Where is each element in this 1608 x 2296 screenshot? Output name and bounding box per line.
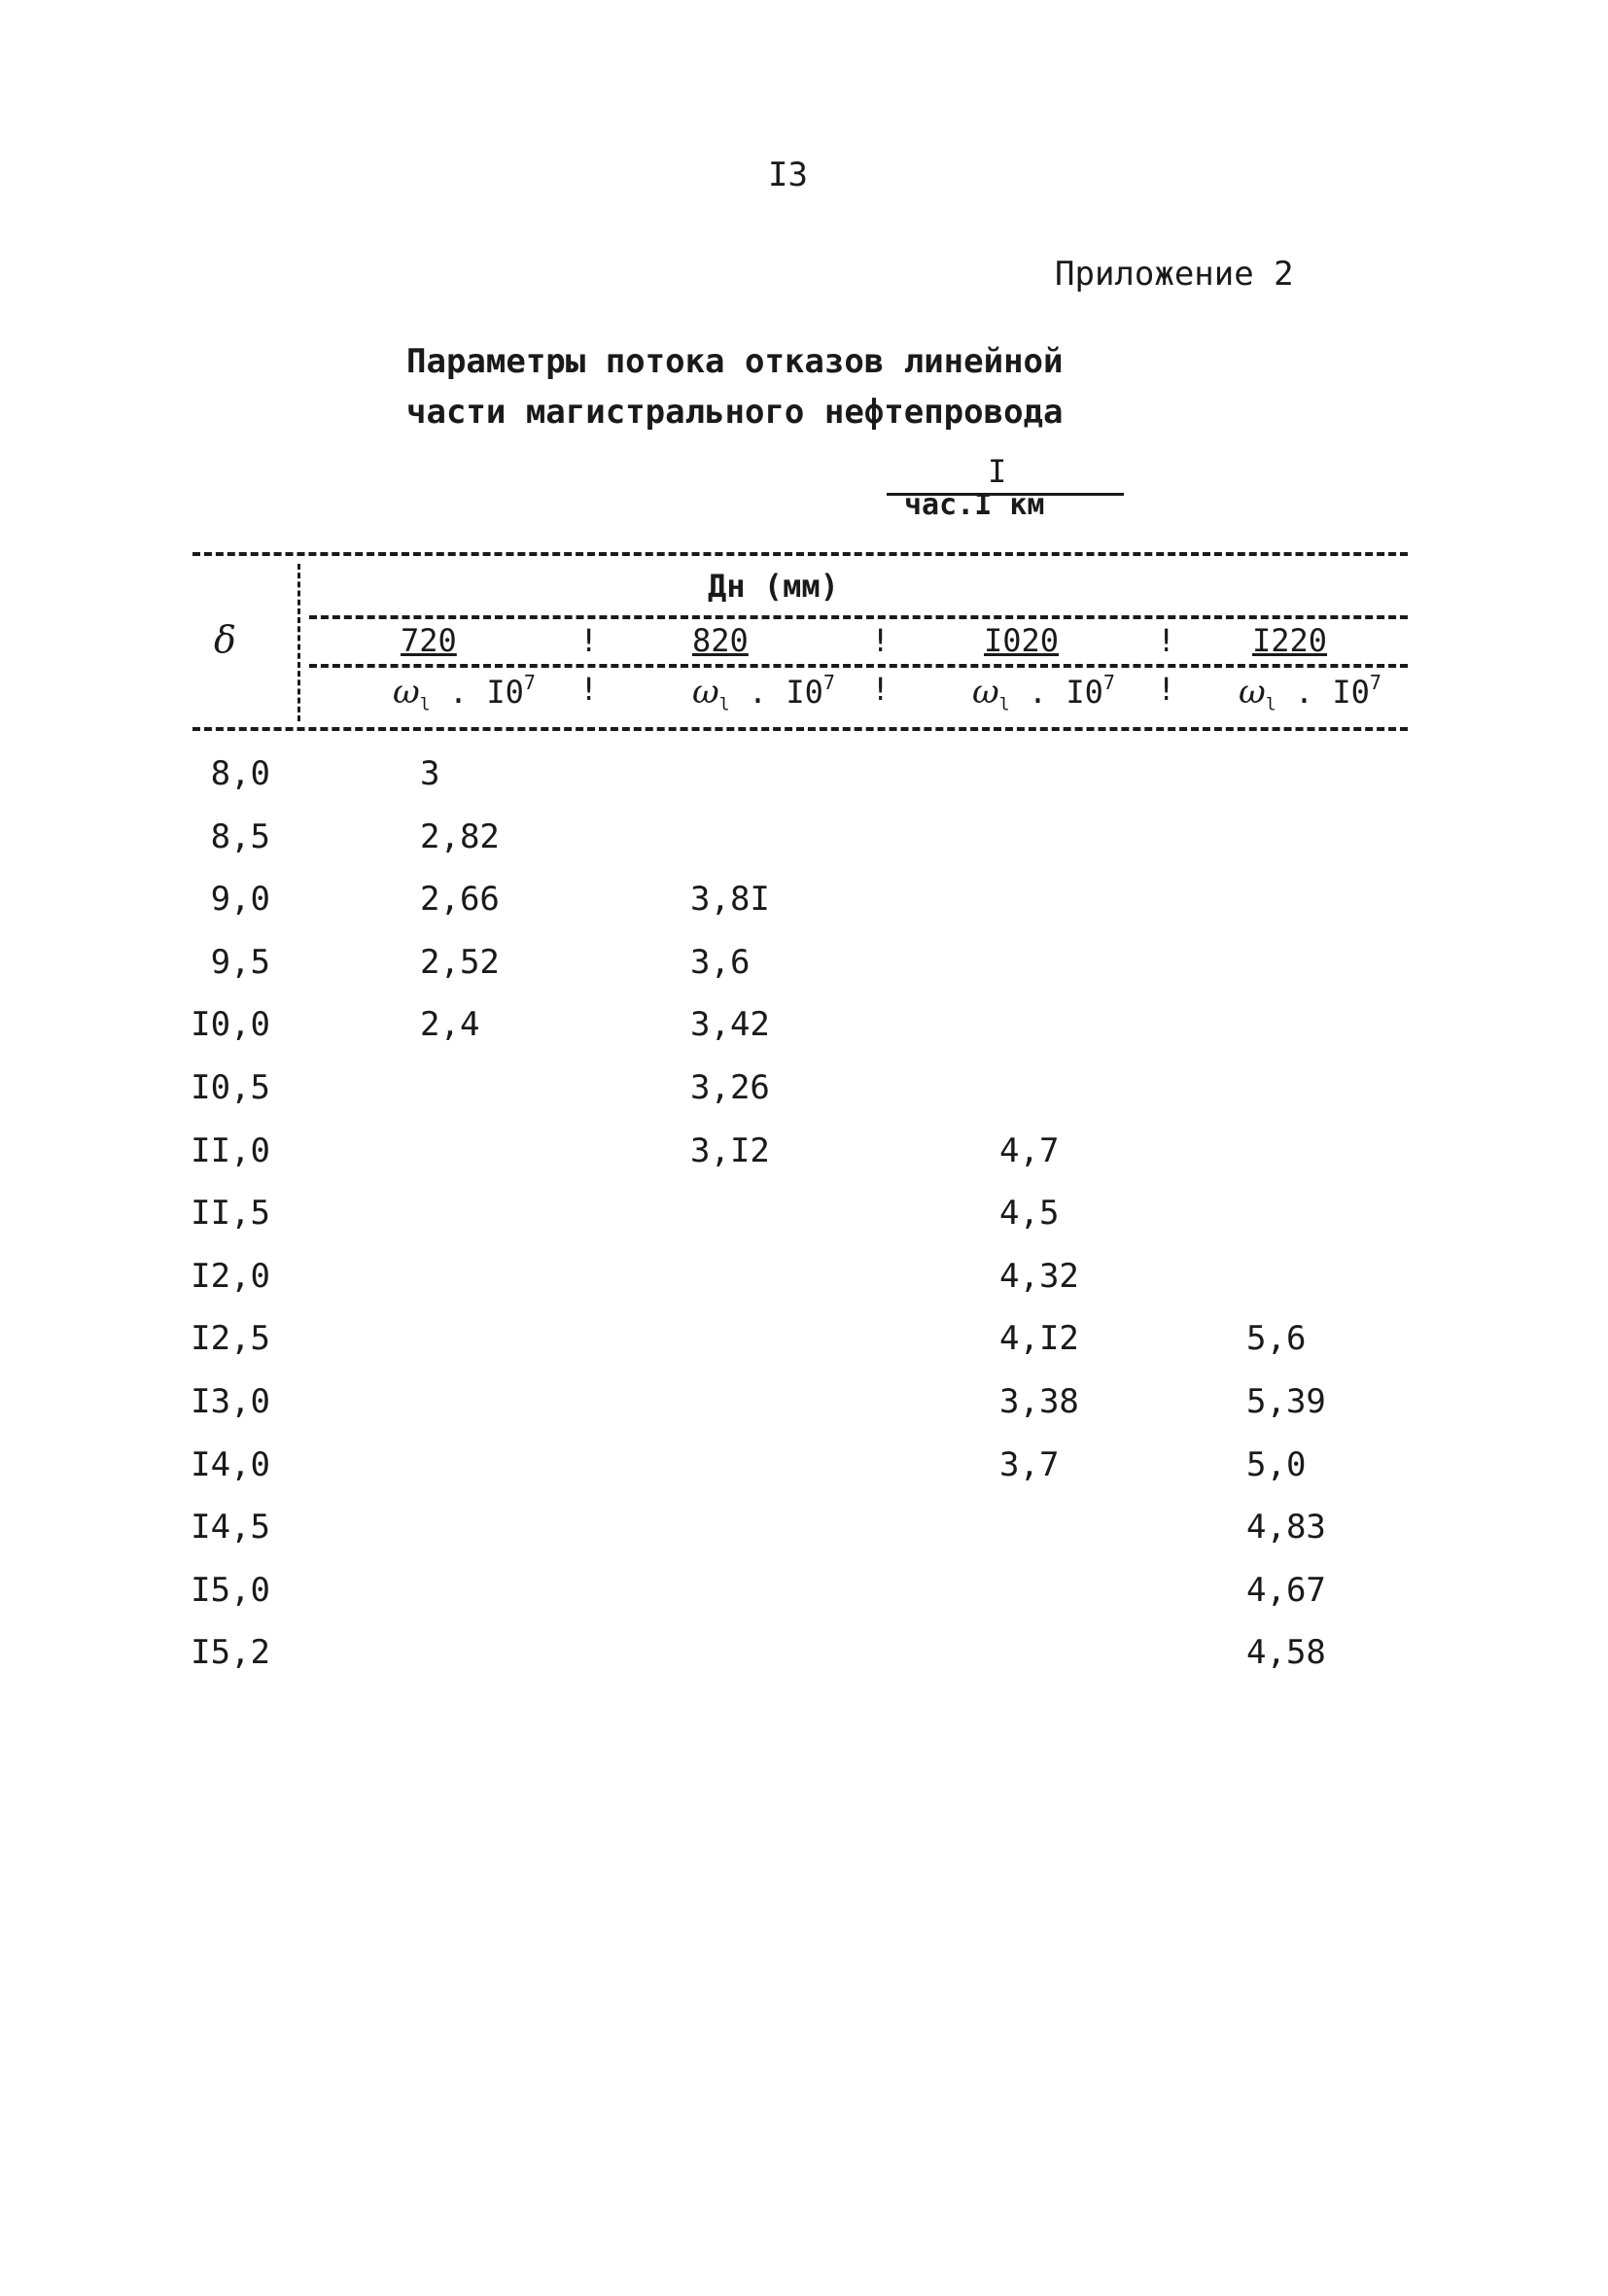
diameter-group-header: Дн (мм) xyxy=(708,568,839,605)
omega-subscript: l xyxy=(1265,694,1276,715)
power-text: 7 xyxy=(1102,671,1115,694)
separator-mark: ! xyxy=(1157,622,1176,659)
table-row-delta: I2,5 xyxy=(191,1319,270,1358)
header-vertical-divider xyxy=(297,564,300,721)
table-row-delta: I3,0 xyxy=(191,1382,270,1421)
table-row-delta: 8,5 xyxy=(210,818,270,856)
delta-column-header: δ xyxy=(214,618,236,661)
diameter-1020: I020 xyxy=(984,622,1060,659)
table-row-delta: 9,5 xyxy=(210,943,270,982)
diameter-820: 820 xyxy=(692,622,749,659)
table-title-line-2: части магистрального нефтепровода xyxy=(406,393,1064,432)
power-text: 7 xyxy=(1369,671,1381,694)
page-number: I3 xyxy=(768,156,808,194)
table-row-delta: II,0 xyxy=(191,1131,270,1170)
table-cell: 2,66 xyxy=(420,880,500,919)
table-cell: 3,26 xyxy=(690,1068,770,1107)
table-cell: 3,I2 xyxy=(690,1131,770,1170)
table-cell: 3,8I xyxy=(690,880,770,919)
table-cell: 2,4 xyxy=(420,1005,480,1044)
table-row-delta: I5,0 xyxy=(191,1571,270,1610)
table-cell: 4,67 xyxy=(1246,1571,1326,1610)
table-row-delta: I0,5 xyxy=(191,1068,270,1107)
table-cell: 3,42 xyxy=(690,1005,770,1044)
omega-subscript: l xyxy=(419,694,431,715)
separator-mark: ! xyxy=(1157,671,1176,708)
table-cell: 5,0 xyxy=(1246,1445,1307,1484)
diameter-720: 720 xyxy=(401,622,457,659)
omega-subscript: l xyxy=(998,694,1010,715)
separator-mark: ! xyxy=(579,671,599,708)
table-cell: 3,38 xyxy=(999,1382,1079,1421)
table-title-line-1: Параметры потока отказов линейной xyxy=(406,342,1064,381)
table-row-delta: I4,5 xyxy=(191,1508,270,1547)
table-header-bottom-rule xyxy=(192,727,1408,731)
table-row-delta: II,5 xyxy=(191,1194,270,1233)
table-cell: 4,83 xyxy=(1246,1508,1326,1547)
table-cell: 3,6 xyxy=(690,943,751,982)
table-cell: 4,7 xyxy=(999,1131,1060,1170)
omega-subscript: l xyxy=(718,694,730,715)
omega-symbol: ω xyxy=(1239,673,1266,712)
table-cell: 3,7 xyxy=(999,1445,1060,1484)
omega-header-1220 xyxy=(1239,671,1381,714)
separator-mark: ! xyxy=(871,622,891,659)
table-cell: 3 xyxy=(420,754,440,793)
table-cell: 4,32 xyxy=(999,1257,1079,1296)
table-row-delta: I0,0 xyxy=(191,1005,270,1044)
multiplier-text: . I0 xyxy=(729,674,823,711)
omega-symbol: ω xyxy=(393,673,420,712)
table-cell: 4,5 xyxy=(999,1194,1060,1233)
table-row-delta: I2,0 xyxy=(191,1257,270,1296)
table-cell: 5,39 xyxy=(1246,1382,1326,1421)
table-cell: 2,52 xyxy=(420,943,500,982)
header-rule-2 xyxy=(309,664,1408,668)
separator-mark: ! xyxy=(871,671,891,708)
table-row-delta: I5,2 xyxy=(191,1633,270,1672)
power-text: 7 xyxy=(523,671,536,694)
separator-mark: ! xyxy=(579,622,599,659)
table-row-delta: 9,0 xyxy=(210,880,270,919)
units-denominator: час.I км xyxy=(904,488,1045,522)
table-cell: 5,6 xyxy=(1246,1319,1307,1358)
table-top-rule xyxy=(192,552,1408,556)
omega-header-820 xyxy=(692,671,835,714)
table-cell: 2,82 xyxy=(420,818,500,856)
multiplier-text: . I0 xyxy=(1009,674,1103,711)
multiplier-text: . I0 xyxy=(1276,674,1370,711)
omega-header-720 xyxy=(393,671,536,714)
table-cell: 4,I2 xyxy=(999,1319,1079,1358)
multiplier-text: . I0 xyxy=(430,674,524,711)
table-cell: 4,58 xyxy=(1246,1633,1326,1672)
diameter-1220: I220 xyxy=(1252,622,1328,659)
units-numerator: I xyxy=(988,453,1007,490)
omega-header-1020 xyxy=(972,671,1115,714)
omega-symbol: ω xyxy=(972,673,999,712)
power-text: 7 xyxy=(822,671,835,694)
table-row-delta: 8,0 xyxy=(210,754,270,793)
appendix-label: Приложение 2 xyxy=(1055,255,1294,294)
header-rule-1 xyxy=(309,615,1408,619)
table-row-delta: I4,0 xyxy=(191,1445,270,1484)
omega-symbol: ω xyxy=(692,673,719,712)
